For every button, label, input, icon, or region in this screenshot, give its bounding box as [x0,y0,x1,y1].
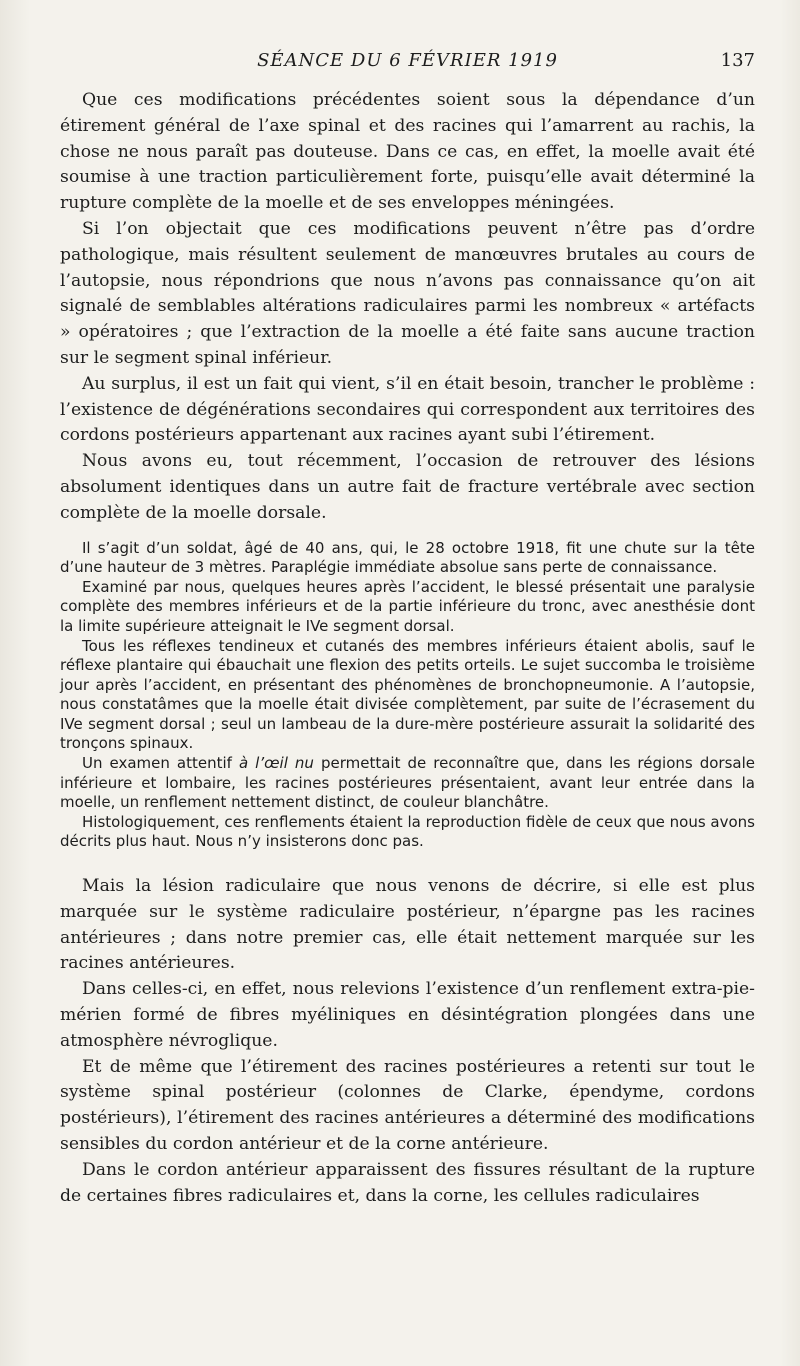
paragraph-artefact-objection: Si l’on objectait que ces modifications peuvent n’être pas d’ordre pathologique, mais résultent seulement de manœuvres brutales au cours de l’autopsie, nous répondrions que nous n’avons pas connaissance qu’on ait signalé de semblables altérations radiculaires parmi les nombreux « artéfacts » opératoires ; que l’extraction de la moelle a été faite sans aucune traction sur le segment spinal inférieur. [60,218,755,368]
case-report-naked-eye-text-1: Un examen attentif [82,754,239,773]
running-title: SÉANCE DU 6 FÉVRIER 1919 [257,50,558,71]
page-number: 137 [720,50,755,71]
case-report [60,539,755,853]
case-report-patient: Il s’agit d’un soldat, âgé de 40 ans, qui, le 28 octobre 1918, fit une chute sur la tête d’une hauteur de 3 mètres. Paraplégie immédiate absolue sans perte de connaissance. [60,538,755,577]
paragraph-anterior-roots: Mais la lésion radiculaire que nous venons de décrire, si elle est plus marquée sur le système radiculaire postérieur, n’épargne pas les racines antérieures ; dans notre premier cas, elle était nettement marquée sur les racines antérieures. [60,876,755,974]
case-report-examination: Examiné par nous, quelques heures après l’accident, le blessé présentait une paralysie complète des membres inférieurs et de la partie inférieure du tronc, avec anesthésie dont la limite supérieure atteignait le IVe segment dorsal. [60,577,755,635]
paragraph-second-case-intro: Nous avons eu, tout récemment, l’occasion de retrouver des lésions absolument identiques dans un autre fait de fracture vertébrale avec section complète de la moelle dorsale. [60,451,755,523]
case-report-naked-eye-italic: à l’œil nu [238,754,314,773]
case-report-naked-eye-exam [60,754,755,813]
case-report-naked-eye-text-2: permettait de reconnaître que, dans les régions dorsale inférieure et lombaire, les racines postérieures présentaient, avant leur entrée dans la moelle, un renflement nettement distinct, de couleur blanchâtre. [60,754,755,812]
spacer [60,527,755,539]
case-report-reflexes-autopsy: Tous les réflexes tendineux et cutanés des membres inférieurs étaient abolis, sauf le réflexe plantaire qui ébauchait une flexion des petits orteils. Le sujet succomba le troisième jour après l’accident, en présentant des phénomènes de bronchopneumonie. A l’autopsie, nous constatâmes que la moelle était divisée complètement, par suite de l’écrasement du IVe segment dorsal ; seul un lambeau de la dure-mère postérieure assurait la solidarité des tronçons spinaux. [60,636,755,753]
paragraph-secondary-degeneration: Au surplus, il est un fait qui vient, s’il en était besoin, trancher le problème : l’existence de dégénérations secondaires qui correspondent aux territoires des cordons postérieurs appartenant aux racines ayant subi l’étirement. [60,373,755,446]
page-header [60,50,755,80]
paragraph-anterior-cord-fissures: Dans le cordon antérieur apparaissent des fissures résultant de la rupture de certaines fibres radiculaires et, dans la corne, les cellules radiculaires [60,1159,755,1206]
spacer [60,852,755,874]
paragraph-extra-pia-swelling: Dans celles-ci, en effet, nous relevions l’existence d’un renflement extra-pie-mérien formé de fibres myéliniques en désintégration plongées dans une atmosphère névroglique. [60,979,755,1051]
paragraph-anterior-stretching: Et de même que l’étirement des racines postérieures a retenti sur tout le système spinal postérieur (colonnes de Clarke, épendyme, cordons postérieurs), l’étirement des racines antérieures a déterminé des modifications sensibles du cordon antérieur et de la corne antérieure. [60,1056,755,1155]
case-report-histology: Histologiquement, ces renflements étaient la reproduction fidèle de ceux que nous avons décrits plus haut. Nous n’y insisterons donc pas. [60,812,755,851]
body-text [60,88,755,1209]
paragraph-stretching-cause: Que ces modifications précédentes soient sous la dépendance d’un étirement général de l’axe spinal et des racines qui l’amarrent au rachis, la chose ne nous paraît pas douteuse. Dans ce cas, en effet, la moelle avait été soumise à une traction particulièrement forte, puisqu’elle avait déterminé la rupture complète de la moelle et de ses enveloppes méningées. [60,90,755,214]
